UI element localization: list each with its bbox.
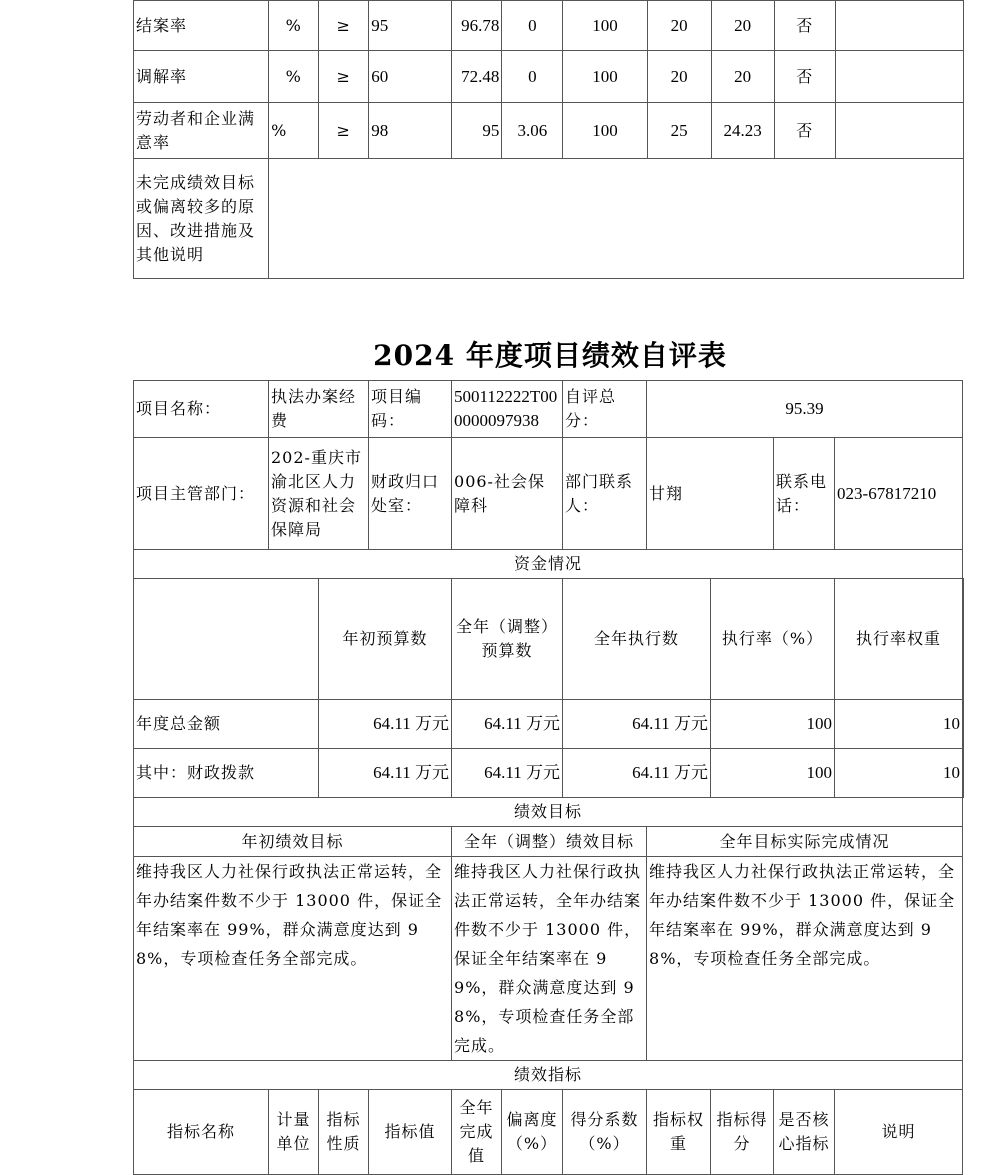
indicator-note [835,1,963,51]
dept: 202-重庆市渝北区人力资源和社会保障局 [269,438,369,550]
indicator-core: 否 [774,103,835,159]
goals-header-adjusted: 全年（调整）绩效目标 [452,827,647,857]
table-row [134,579,964,700]
ind-header-unit: 计量单位 [269,1090,319,1175]
table-row [134,749,964,798]
indicators-section-title: 绩效指标 [134,1061,963,1090]
table-row [134,857,964,1061]
indicator-continuation-table [133,0,964,279]
indicator-name: 劳动者和企业满意率 [134,103,269,159]
funds-score [963,749,964,798]
ind-header-note: 说明 [835,1090,963,1175]
indicator-weight: 20 [647,1,711,51]
ind-header-nature: 指标性质 [319,1090,369,1175]
phone: 023-67817210 [835,438,963,550]
self-score: 95.39 [647,381,963,438]
funds-weight: 10 [835,749,963,798]
funds-header-initial: 年初预算数 [319,579,452,700]
indicator-weight: 25 [647,103,711,159]
indicator-unit: % [269,1,319,51]
funds-adjusted: 64.11 万元 [452,700,563,749]
indicator-actual: 95 [452,103,502,159]
indicator-note [835,103,963,159]
contact-label: 部门联系人： [563,438,647,550]
contact: 甘翔 [647,438,774,550]
funds-header-weight: 执行率权重 [835,579,963,700]
funds-weight: 10 [835,700,963,749]
funds-rate: 100 [711,749,835,798]
funds-header-executed: 全年执行数 [563,579,711,700]
indicator-deviation: 3.06 [502,103,563,159]
table-row [134,438,964,550]
goal-actual: 维持我区人力社保行政执法正常运转，全年办结案件数不少于 13000 件，保证全年结案率在 99%，群众满意度达到 98%，专项检查任务全部完成。 [647,857,963,1061]
reason-value [269,159,964,279]
table-row [134,700,964,749]
ind-header-core: 是否核心指标 [774,1090,835,1175]
finance-office-label: 财政归口处室： [369,438,452,550]
indicator-target: 95 [369,1,452,51]
funds-initial: 64.11 万元 [319,700,452,749]
indicator-unit: % [269,103,319,159]
project-code: 500112222T000000097938 [452,381,563,438]
funds-initial: 64.11 万元 [319,749,452,798]
funds-rate: 100 [711,700,835,749]
indicator-unit: % [269,51,319,103]
funds-executed: 64.11 万元 [563,749,711,798]
indicator-name: 调解率 [134,51,269,103]
table-row [134,1090,964,1175]
table-row [134,827,964,857]
indicator-deviation: 0 [502,1,563,51]
funds-header-rate: 执行率（%） [711,579,835,700]
page-title: 2024 年度项目绩效自评表 [373,339,727,372]
goal-initial: 维持我区人力社保行政执法正常运转，全年办结案件数不少于 13000 件，保证全年结案率在 99%，群众满意度达到 98%，专项检查任务全部完成。 [134,857,452,1061]
indicator-note [835,51,963,103]
indicator-score: 20 [711,1,774,51]
ind-header-value: 指标值 [369,1090,452,1175]
indicator-core: 否 [774,1,835,51]
indicator-deviation: 0 [502,51,563,103]
funds-executed: 64.11 万元 [563,700,711,749]
project-name-label: 项目名称： [134,381,269,438]
funds-row-label: 年度总金额 [134,700,319,749]
table-row [134,381,964,438]
goal-adjusted: 维持我区人力社保行政执法正常运转，全年办结案件数不少于 13000 件，保证全年结案率在 99%，群众满意度达到 98%，专项检查任务全部完成。 [452,857,647,1061]
indicator-operator: ≥ [319,1,369,51]
indicator-actual: 72.48 [452,51,502,103]
project-name: 执法办案经费 [269,381,369,438]
table-row [134,798,964,827]
ind-header-completed: 全年完成值 [452,1090,502,1175]
goals-header-initial: 年初绩效目标 [134,827,452,857]
ind-header-name: 指标名称 [134,1090,269,1175]
indicator-name: 结案率 [134,1,269,51]
indicator-score: 20 [711,51,774,103]
self-evaluation-table [133,380,964,1175]
goals-section-title: 绩效目标 [134,798,963,827]
funds-score [963,700,964,749]
funds-row-label: 其中：财政拨款 [134,749,319,798]
indicator-weight: 20 [647,51,711,103]
ind-header-coef: 得分系数（%） [563,1090,647,1175]
ind-header-deviation: 偏离度（%） [502,1090,563,1175]
indicator-core: 否 [774,51,835,103]
indicator-coef: 100 [563,1,647,51]
indicator-coef: 100 [563,103,647,159]
finance-office: 006-社会保障科 [452,438,563,550]
goals-header-actual: 全年目标实际完成情况 [647,827,963,857]
indicator-operator: ≥ [319,103,369,159]
indicator-coef: 100 [563,51,647,103]
phone-label: 联系电话： [774,438,835,550]
funds-header-adjusted: 全年（调整）预算数 [452,579,563,700]
table-row [134,103,964,159]
table-row [134,550,964,579]
reason-label: 未完成绩效目标或偏离较多的原因、改进措施及其他说明 [134,159,269,279]
funds-header-score [963,579,964,700]
table-row [134,1061,964,1090]
table-row [134,159,964,279]
dept-label: 项目主管部门： [134,438,269,550]
ind-header-score: 指标得分 [711,1090,774,1175]
indicator-target: 98 [369,103,452,159]
table-row [134,51,964,103]
funds-section-title: 资金情况 [134,550,963,579]
ind-header-weight: 指标权重 [647,1090,711,1175]
funds-header-blank [134,579,319,700]
indicator-target: 60 [369,51,452,103]
funds-adjusted: 64.11 万元 [452,749,563,798]
table-row [134,1,964,51]
indicator-operator: ≥ [319,51,369,103]
self-score-label: 自评总分： [563,381,647,438]
indicator-actual: 96.78 [452,1,502,51]
indicator-score: 24.23 [711,103,774,159]
project-code-label: 项目编码： [369,381,452,438]
